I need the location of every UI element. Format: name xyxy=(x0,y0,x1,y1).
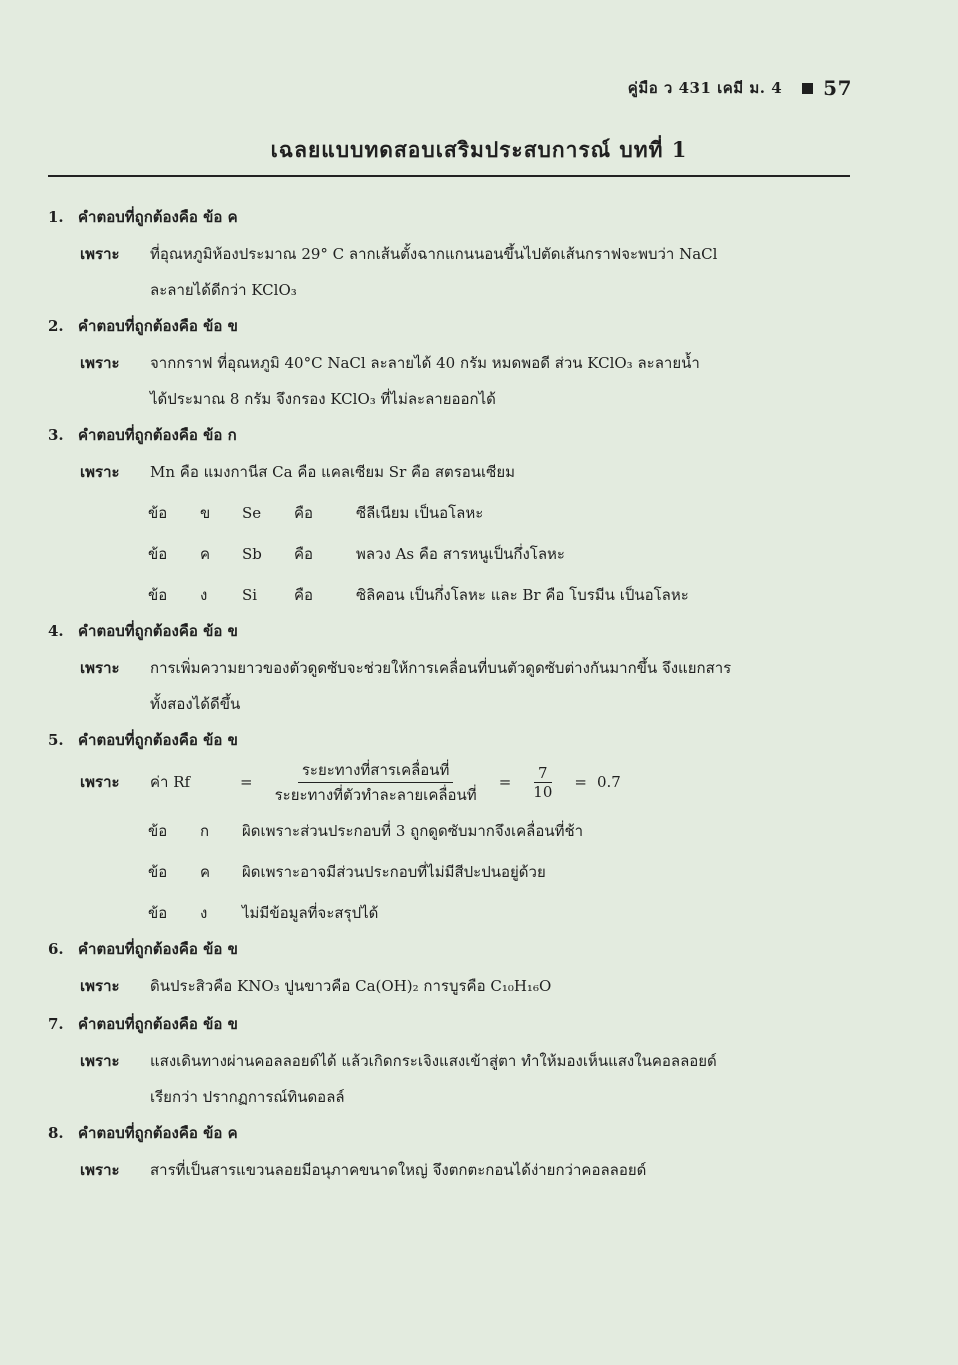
question-number: 2. xyxy=(48,317,64,335)
rf-value: 0.7 xyxy=(596,773,621,791)
sub-item xyxy=(48,861,858,883)
reason-text: การเพิ่มความยาวของตัวดูดซับจะช่วยให้การเคลื่อนที่บนตัวดูดซับต่างกันมากขึ้น จึงแยกสาร xyxy=(150,659,732,677)
question-8 xyxy=(48,1118,858,1149)
reason-text: แสงเดินทางผ่านคอลลอยด์ได้ แล้วเกิดกระเจิงแสงเข้าสู่ตา ทำให้มองเห็นแสงในคอลลอยด์ xyxy=(150,1052,717,1070)
reason-2 xyxy=(48,352,858,374)
equals-sign: = xyxy=(574,773,587,791)
choice-desc: ไม่มีข้อมูลที่จะสรุปได้ xyxy=(242,904,379,922)
reason-3 xyxy=(48,461,858,483)
reason-text: ดินประสิวคือ KNO₃ ปูนขาวคือ Ca(OH)₂ การบูรคือ C₁₀H₁₆O xyxy=(150,977,552,995)
because-label: เพราะ xyxy=(80,773,120,791)
page-number: 57 xyxy=(823,76,852,100)
divider xyxy=(48,175,850,177)
question-number: 3. xyxy=(48,426,64,444)
question-1 xyxy=(48,202,858,233)
rf-label: ค่า Rf xyxy=(150,773,191,791)
fraction-denominator: 10 xyxy=(533,782,553,801)
choice-word: ข้อ xyxy=(148,863,168,881)
because-label: เพราะ xyxy=(80,463,120,481)
element-symbol: Si xyxy=(242,586,258,604)
sub-item xyxy=(48,820,858,842)
reason-1 xyxy=(48,243,858,265)
question-2 xyxy=(48,311,858,342)
reason-8 xyxy=(48,1159,858,1181)
because-label: เพราะ xyxy=(80,354,120,372)
is-word: คือ xyxy=(294,586,314,604)
question-5 xyxy=(48,725,858,756)
choice-letter: ค xyxy=(200,545,211,563)
choice-word: ข้อ xyxy=(148,504,168,522)
question-number: 7. xyxy=(48,1015,64,1033)
page-title: เฉลยแบบทดสอบเสริมประสบการณ์ บทที่ 1 xyxy=(270,137,688,162)
equals-sign: = xyxy=(240,773,253,791)
answer-text: คำตอบที่ถูกต้องคือ ข้อ ข xyxy=(78,940,238,958)
choice-word: ข้อ xyxy=(148,904,168,922)
is-word: คือ xyxy=(294,545,314,563)
choice-letter: ง xyxy=(200,586,208,604)
reason-7 xyxy=(48,1050,858,1072)
choice-desc: ผิดเพราะอาจมีส่วนประกอบที่ไม่มีสีปะปนอยู่ด้วย xyxy=(242,863,546,881)
choice-letter: ก xyxy=(200,822,210,840)
page-header xyxy=(628,76,852,100)
fraction-numerator: ระยะทางที่สารเคลื่อนที่ xyxy=(298,758,454,783)
element-symbol: Se xyxy=(242,504,262,522)
answer-text: คำตอบที่ถูกต้องคือ ข้อ ข xyxy=(78,1015,238,1033)
because-label: เพราะ xyxy=(80,659,120,677)
choice-word: ข้อ xyxy=(148,545,168,563)
reason-continuation: ละลายได้ดีกว่า KClO₃ xyxy=(150,281,297,299)
element-desc: พลวง As คือ สารหนูเป็นกึ่งโลหะ xyxy=(356,545,565,563)
reason-4 xyxy=(48,657,858,679)
answer-text: คำตอบที่ถูกต้องคือ ข้อ ข xyxy=(78,622,238,640)
fraction-numerator: 7 xyxy=(534,764,552,783)
choice-letter: ข xyxy=(200,504,211,522)
reason-continuation: เรียกว่า ปรากฏการณ์ทินดอลล์ xyxy=(150,1088,345,1106)
rf-fraction xyxy=(271,758,481,807)
reason-continuation: ทั้งสองได้ดีขึ้น xyxy=(150,695,241,713)
question-7 xyxy=(48,1009,858,1040)
reason-text: จากกราฟ ที่อุณหภูมิ 40°C NaCl ละลายได้ 40 กรัม หมดพอดี ส่วน KClO₃ ละลายน้ำ xyxy=(150,354,700,372)
reason-text: สารที่เป็นสารแขวนลอยมีอนุภาคขนาดใหญ่ จึงตกตะกอนได้ง่ายกว่าคอลลอยด์ xyxy=(150,1161,647,1179)
answer-text: คำตอบที่ถูกต้องคือ ข้อ ข xyxy=(78,731,238,749)
answer-text: คำตอบที่ถูกต้องคือ ข้อ ข xyxy=(78,317,238,335)
sub-item xyxy=(48,584,858,606)
because-label: เพราะ xyxy=(80,977,120,995)
choice-letter: ค xyxy=(200,863,211,881)
fraction-denominator: ระยะทางที่ตัวทำละลายเคลื่อนที่ xyxy=(274,785,477,804)
question-number: 4. xyxy=(48,622,64,640)
reason-6 xyxy=(48,975,858,997)
because-label: เพราะ xyxy=(80,1052,120,1070)
choice-word: ข้อ xyxy=(148,822,168,840)
rf-formula xyxy=(48,756,858,808)
value-fraction xyxy=(529,764,556,801)
element-symbol: Sb xyxy=(242,545,262,563)
reason-text: ที่อุณหภูมิห้องประมาณ 29° C ลากเส้นตั้งฉากแกนนอนขึ้นไปตัดเส้นกราฟจะพบว่า NaCl xyxy=(150,245,718,263)
reason-continuation: ได้ประมาณ 8 กรัม จึงกรอง KClO₃ ที่ไม่ละลายออกได้ xyxy=(150,390,496,408)
choice-letter: ง xyxy=(200,904,208,922)
because-label: เพราะ xyxy=(80,245,120,263)
book-title: คู่มือ ว 431 เคมี ม. 4 xyxy=(627,79,783,97)
element-desc: ซีลีเนียม เป็นอโลหะ xyxy=(356,504,484,522)
is-word: คือ xyxy=(294,504,314,522)
question-3 xyxy=(48,420,858,451)
answer-list xyxy=(48,202,858,1181)
sub-item xyxy=(48,502,858,524)
equals-sign: = xyxy=(498,773,512,791)
question-number: 1. xyxy=(48,208,64,226)
square-icon xyxy=(802,83,813,94)
answer-text: คำตอบที่ถูกต้องคือ ข้อ ค xyxy=(78,208,238,226)
question-number: 5. xyxy=(48,731,64,749)
sub-item xyxy=(48,543,858,565)
question-number: 6. xyxy=(48,940,64,958)
choice-word: ข้อ xyxy=(148,586,168,604)
question-4 xyxy=(48,616,858,647)
answer-text: คำตอบที่ถูกต้องคือ ข้อ ก xyxy=(78,426,237,444)
choice-desc: ผิดเพราะส่วนประกอบที่ 3 ถูกดูดซับมากจึงเคลื่อนที่ช้า xyxy=(242,822,584,840)
sub-item xyxy=(48,902,858,924)
because-label: เพราะ xyxy=(80,1161,120,1179)
element-desc: ซิลิคอน เป็นกึ่งโลหะ และ Br คือ โบรมีน เป็นอโลหะ xyxy=(356,586,689,604)
answer-text: คำตอบที่ถูกต้องคือ ข้อ ค xyxy=(78,1124,238,1142)
reason-text: Mn คือ แมงกานีส Ca คือ แคลเซียม Sr คือ สตรอนเซียม xyxy=(150,463,516,481)
question-number: 8. xyxy=(48,1124,64,1142)
question-6 xyxy=(48,934,858,965)
